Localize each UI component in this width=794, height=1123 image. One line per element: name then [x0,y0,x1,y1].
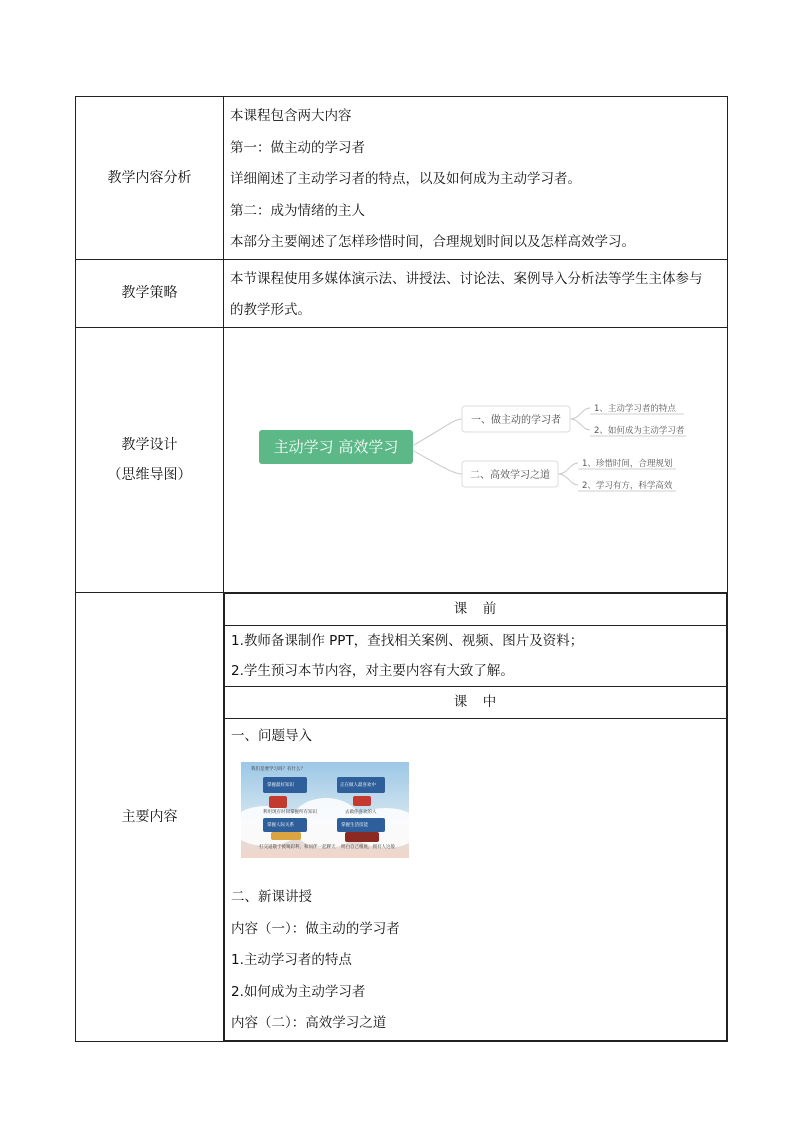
slide-question: 我们是要学习吗？有什么？ [251,767,305,772]
design-label [76,327,224,592]
slide-figure [269,796,287,808]
mindmap-branch-text: 二、高效学习之道 [470,469,550,481]
mindmap-leaf-text: 2、学习有方，科学高效 [582,480,673,491]
section-heading: 二、新课讲授 [231,889,312,905]
analysis-line: 本课程包含两大内容 [230,108,352,124]
before-class-content [225,625,727,686]
before-class-header: 课 前 [225,593,727,625]
during-class-content [225,718,727,1040]
slide-card-text: 掌握最好知识 [267,783,294,788]
mindmap-leaf-text: 2、如何成为主动学习者 [594,425,685,436]
analysis-line: 第二：成为情绪的主人 [230,202,365,219]
analysis-row [76,97,728,260]
strategy-label: 教学策略 [76,259,224,327]
mindmap-leaf-text: 1、珍惜时间，合理规划 [582,458,673,469]
main-inner-table [224,593,727,1041]
content-item: 1.主动学习者的特点 [231,952,352,968]
content-item: 内容（二）：高效学习之道 [231,1015,387,1031]
mindmap-connector [570,419,590,430]
analysis-line: 第一：做主动的学习者 [230,139,365,156]
slide-figure [345,832,379,842]
analysis-line: 详细阐述了主动学习者的特点，以及如何成为主动学习者。 [230,171,581,187]
strategy-line: 本节课程使用多媒体演示法、讲授法、讨论法、案例导入分析法等学生主体参与 [230,270,703,287]
strategy-content [224,259,728,327]
slide-image [241,762,409,858]
design-label-line2: （思维导图） [107,466,192,483]
mindmap-connector [558,463,578,474]
analysis-content [224,97,728,260]
design-label-line1: 教学设计 [121,436,178,453]
mindmap-connector [570,408,590,419]
slide-caption: 打交道敬于被喝彩利，和同伴一起聊天 [259,845,336,850]
section-heading: 一、问题导入 [231,727,312,744]
content-item: 2.如何成为主动学习者 [231,983,366,1000]
slide-caption: 明白自己根底，拥有人这般 [341,845,395,850]
slide-card-text: 掌握生活技能 [341,823,368,828]
mindmap-cell [224,327,728,592]
main-content-row [76,592,728,1041]
mindmap [224,328,728,592]
mindmap-svg [224,328,728,592]
mindmap-branch-text: 一、做主动的学习者 [471,414,561,426]
slide-caption: 利用现有时间掌握所有知识 [263,810,317,815]
lesson-plan-table [75,96,728,1042]
analysis-label: 教学内容分析 [76,97,224,260]
mindmap-root-text: 主动学习 高效学习 [273,437,399,456]
slide-figure [271,832,301,840]
mindmap-connector [412,419,462,446]
during-class-header: 课 中 [225,686,727,718]
analysis-line: 本部分主要阐述了怎样珍惜时间，合理规划时间以及怎样高效学习。 [230,234,635,250]
main-content [224,592,728,1041]
design-row [76,327,728,592]
strategy-row [76,259,728,327]
slide-figure [353,796,371,806]
mindmap-leaf-text: 1、主动学习者的特点 [594,403,676,414]
before-line: 1.教师备课制作 PPT，查找相关案例、视频、图片及资料； [231,632,584,649]
main-label: 主要内容 [76,592,224,1041]
strategy-line: 的教学形式。 [230,302,311,318]
mindmap-connector [412,450,462,474]
content-item: 内容（一）：做主动的学习者 [231,920,400,937]
mindmap-connector [558,474,578,485]
slide-caption: 去做你喜欢的人 [345,810,377,815]
slide-card-text: 掌握人际关系 [267,823,294,828]
before-line: 2.学生预习本节内容，对主要内容有大致了解。 [231,662,514,679]
slide-card-text: 正在做人最喜欢中 [340,783,376,788]
